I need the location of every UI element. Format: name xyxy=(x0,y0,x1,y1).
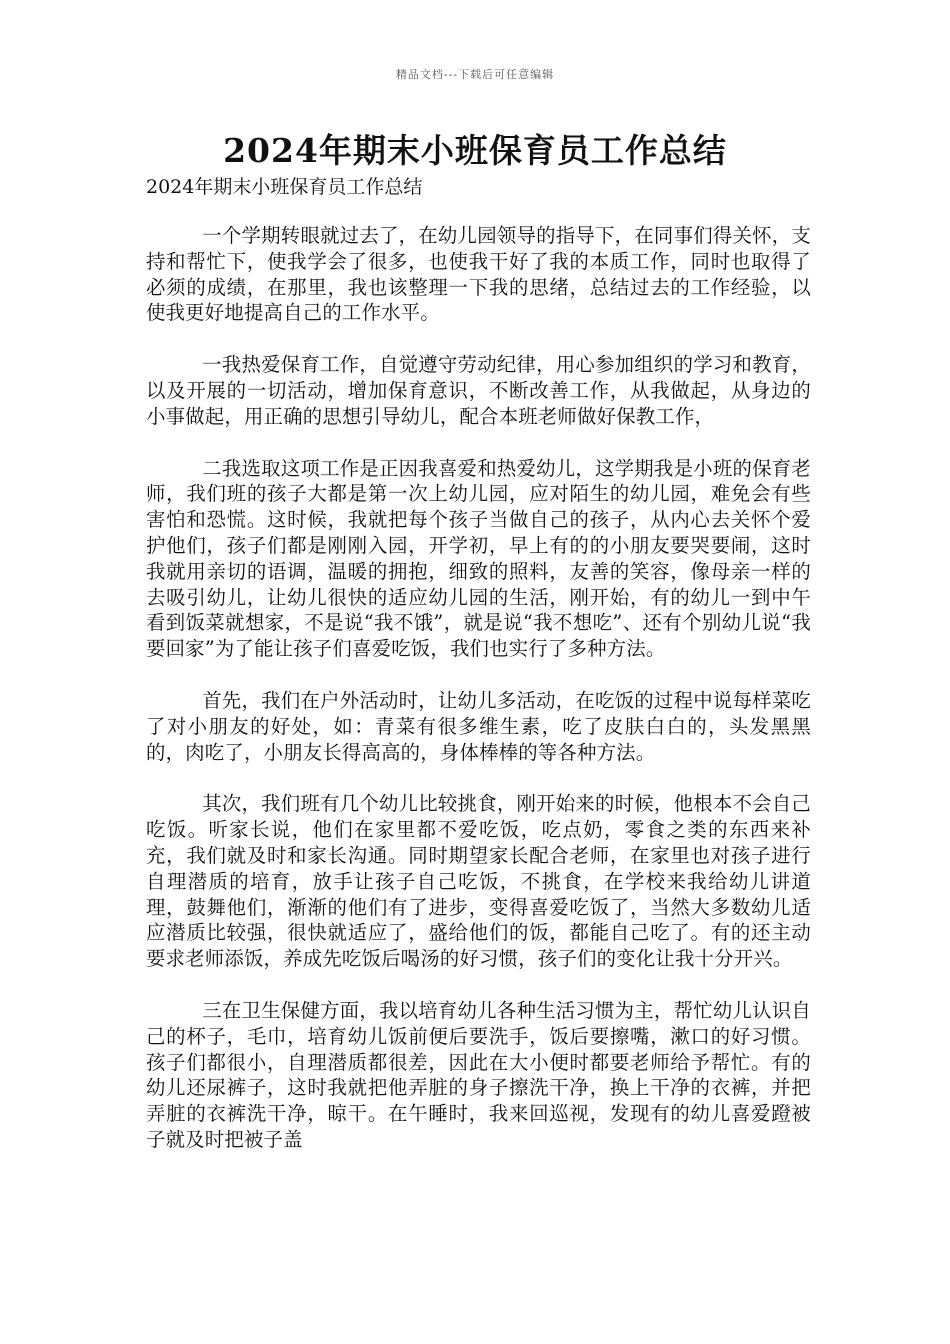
header-note: 精品文档---下载后可任意编辑 xyxy=(395,68,555,81)
paragraph: 一我热爱保育工作，自觉遵守劳动纪律，用心参加组织的学习和教育，以及开展的一切活动，增加保育意识，不断改善工作，从我做起，从身边的小事做起，用正确的思想引导幼儿，配合本班老师做好保教工作， xyxy=(146,353,811,428)
paragraph: 二我选取这项工作是正因我喜爱和热爱幼儿，这学期我是小班的保育老师，我们班的孩子大都是第一次上幼儿园，应对陌生的幼儿园，难免会有些害怕和恐慌。这时候，我就把每个孩子当做自己的孩子，从内心去关怀个爱护他们，孩子们都是刚刚入园，开学初，早上有的的小朋友要哭要闹，这时我就用亲切的语调，温暖的拥抱，细致的照料，友善的笑容，像母亲一样的去吸引幼儿，让幼儿很快的适应幼儿园的生活，刚开始，有的幼儿一到中午看到饭菜就想家，不是说“我不饿”，就是说“我不想吃”、还有个别幼儿说“我要回家”为了能让孩子们喜爱吃饭，我们也实行了多种方法。 xyxy=(146,456,811,661)
document-body xyxy=(146,223,811,1179)
document-subtitle: 2024年期末小班保育员工作总结 xyxy=(146,176,423,198)
paragraph: 三在卫生保健方面，我以培育幼儿各种生活习惯为主，帮忙幼儿认识自己的杯子，毛巾，培育幼儿饭前便后要洗手，饭后要擦嘴，漱口的好习惯。孩子们都很小，自理潜质都很差，因此在大小便时都要老师给予帮忙。有的幼儿还尿裤子，这时我就把他弄脏的身子擦洗干净，换上干净的衣裤，并把弄脏的衣裤洗干净，晾干。在午睡时，我来回巡视，发现有的幼儿喜爱蹬被子就及时把被子盖 xyxy=(146,998,811,1151)
paragraph: 其次，我们班有几个幼儿比较挑食，刚开始来的时候，他根本不会自己吃饭。听家长说，他们在家里都不爱吃饭，吃点奶，零食之类的东西来补充，我们就及时和家长沟通。同时期望家长配合老师，在家里也对孩子进行自理潜质的培育，放手让孩子自己吃饭，不挑食，在学校来我给幼儿讲道理，鼓舞他们，渐渐的他们有了进步，变得喜爱吃饭了，当然大多数幼儿适应潜质比较强，很快就适应了，盛给他们的饭，都能自己吃了。有的还主动要求老师添饭，养成先吃饭后喝汤的好习惯，孩子们的变化让我十分开兴。 xyxy=(146,792,811,971)
paragraph: 首先，我们在户外活动时，让幼儿多活动，在吃饭的过程中说每样菜吃了对小朋友的好处，如：青菜有很多维生素，吃了皮肤白白的，头发黑黑的，肉吃了，小朋友长得高高的，身体棒棒的等各种方法。 xyxy=(146,688,811,764)
paragraph: 一个学期转眼就过去了，在幼儿园领导的指导下，在同事们得关怀，支持和帮忙下，使我学会了很多，也使我干好了我的本质工作，同时也取得了必须的成绩，在那里，我也该整理一下我的思绪，总结过去的工作经验，以使我更好地提高自己的工作水平。 xyxy=(146,224,811,325)
document-title: 2024年期末小班保育员工作总结 xyxy=(223,131,727,170)
